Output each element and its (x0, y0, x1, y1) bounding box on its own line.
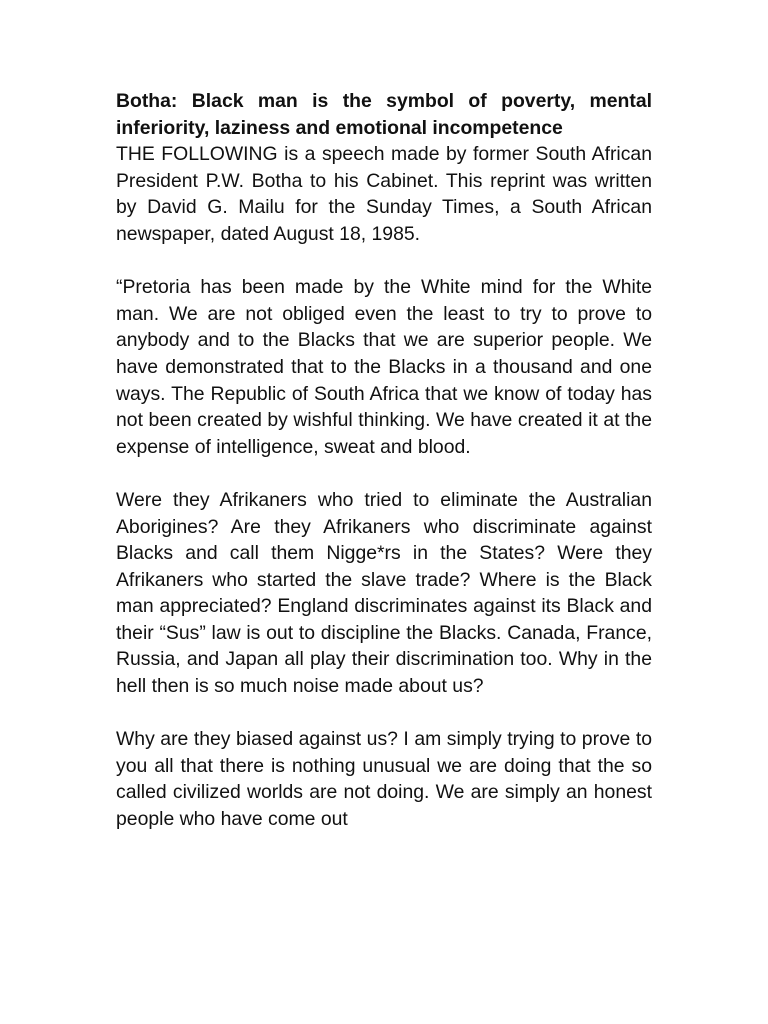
document-page (116, 88, 652, 833)
document-title: Botha: Black man is the symbol of poverty, mental inferiority, laziness and emotional incompetence (116, 90, 652, 139)
body-paragraph: “Pretoria has been made by the White mind for the White man. We are not obliged even the least to try to prove to anybody and to the Blacks that we are superior people. We have demonstrated that to the Blacks in a thousand and one ways. The Republic of South Africa that we know of today has not been created by wishful thinking. We have created it at the expense of intelligence, sweat and blood. (116, 276, 652, 458)
body-paragraph: Were they Afrikaners who tried to eliminate the Australian Aborigines? Are they Afrikaners who discriminate against Blacks and call them Nigge*rs in the States? Were they Afrikaners who started the slave trade? Where is the Black man appreciated? England discriminates against its Black and their “Sus” law is out to discipline the Blacks. Canada, France, Russia, and Japan all play their discrimination too. Why in the hell then is so much noise made about us? (116, 488, 652, 698)
intro-paragraph: THE FOLLOWING is a speech made by former South African President P.W. Botha to his Cabinet. This reprint was written by David G. Mailu for the Sunday Times, a South African newspaper, dated August 18, 1985. (116, 143, 652, 245)
body-paragraph: Why are they biased against us? I am simply trying to prove to you all that there is nothing unusual we are doing that the so called civilized worlds are not doing. We are simply an honest people who have come out (116, 728, 652, 831)
